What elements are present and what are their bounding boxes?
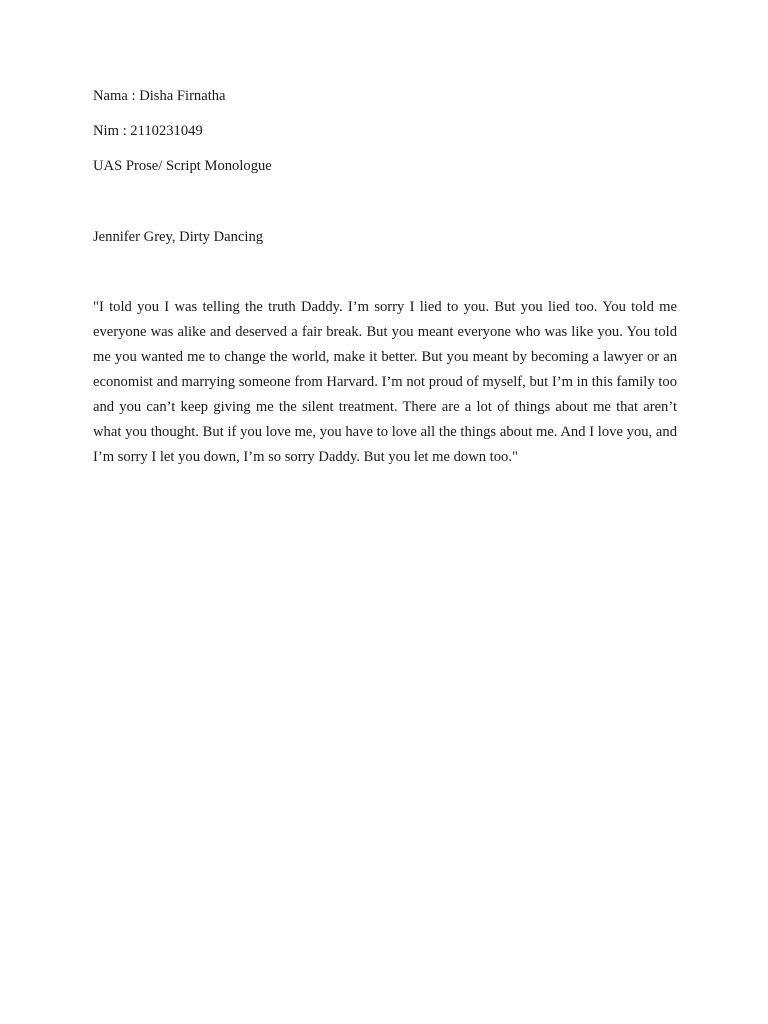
monologue-source-title: Jennifer Grey, Dirty Dancing (93, 229, 264, 245)
course-title-line: UAS Prose/ Script Monologue (93, 158, 272, 174)
student-id-line: Nim : 2110231049 (93, 123, 203, 139)
student-name-line: Nama : Disha Firnatha (93, 88, 226, 104)
monologue-paragraph: "I told you I was telling the truth Daddy. I’m sorry I lied to you. But you lied too. You told me everyone was alike and deserved a fair break. But you meant everyone who was like you. You told me you wanted me to change the world, make it better. But you meant by becoming a lawyer or an economist and marrying someone from Harvard. I’m not proud of myself, but I’m in this family too and you can’t keep giving me the silent treatment. There are a lot of things about me that aren’t what you thought. But if you love me, you have to love all the things about me. And I love you, and I’m sorry I let you down, I’m so sorry Daddy. But you let me down too." (93, 299, 677, 465)
